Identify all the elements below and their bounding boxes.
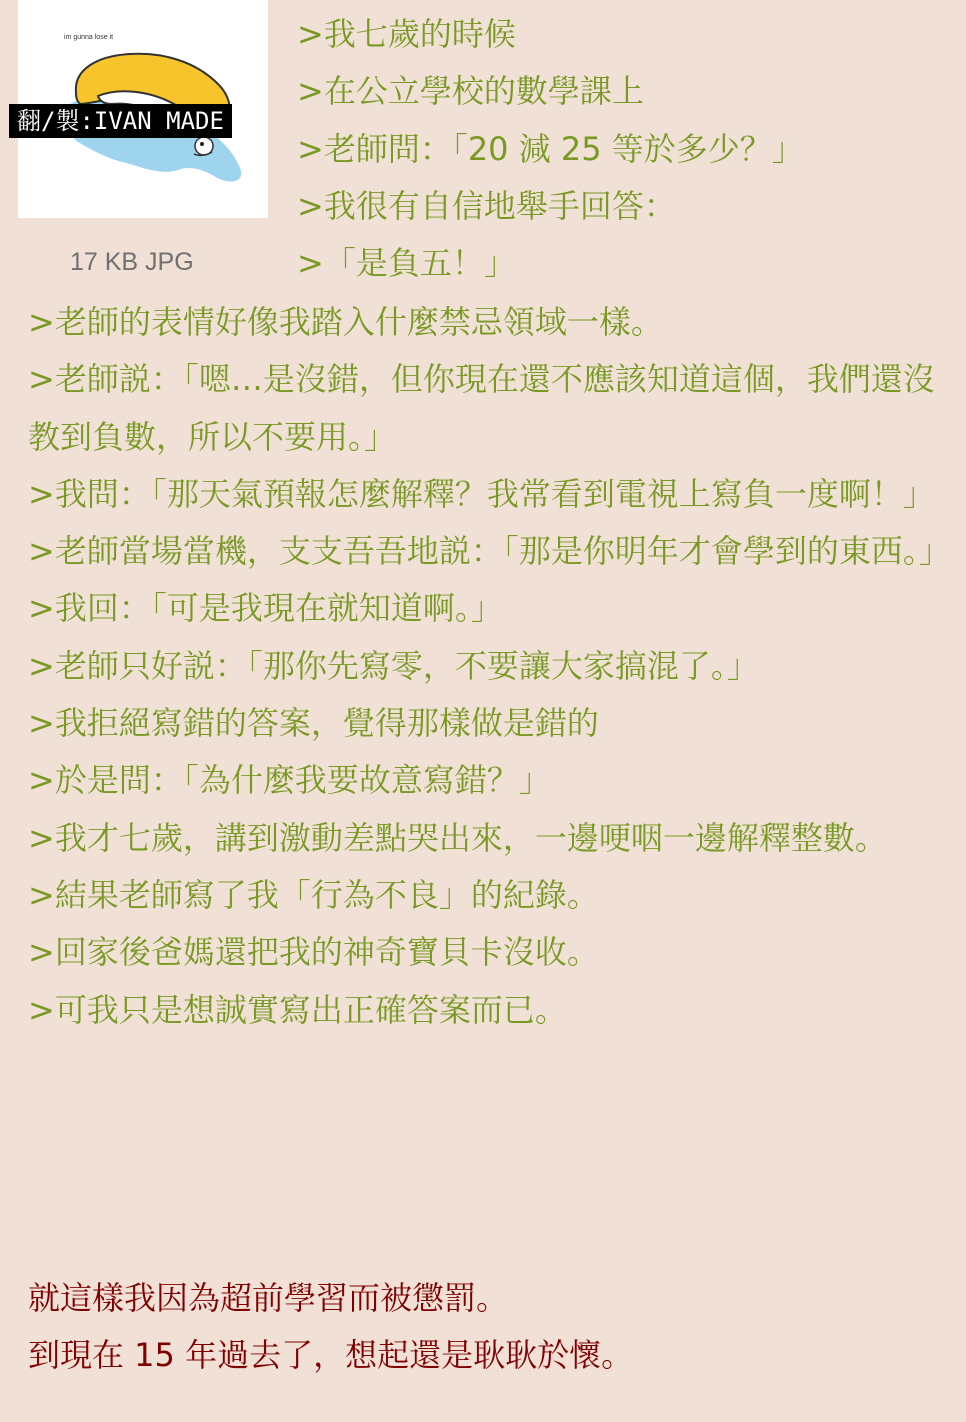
- greentext-line: >老師當場當機，支支吾吾地説：「那是你明年才會學到的東西。」: [28, 532, 951, 571]
- ending-line: 就這樣我因為超前學習而被懲罰。: [28, 1279, 509, 1317]
- ending-line: 到現在 15 年過去了，想起還是耿耿於懷。: [28, 1336, 634, 1375]
- credit-label: 翻/製:IVAN MADE: [9, 104, 232, 138]
- greentext-line: >我問：「那天氣預報怎麼解釋？我常看到電視上寫負一度啊！」: [28, 474, 935, 513]
- greentext-line: >我很有自信地舉手回答：: [297, 186, 676, 225]
- greentext-line: >老師的表情好像我踏入什麼禁忌領域一樣。: [28, 303, 663, 341]
- greentext-line: >我才七歲，講到激動差點哭出來，一邊哽咽一邊解釋整數。: [28, 818, 887, 857]
- greentext-line: >回家後爸媽還把我的神奇寶貝卡沒收。: [28, 933, 599, 972]
- greentext-line: >在公立學校的數學課上: [297, 72, 644, 111]
- greentext-line: >「是負五！」: [297, 244, 516, 283]
- greentext-line: >我拒絕寫錯的答案，覺得那樣做是錯的: [28, 704, 599, 743]
- image-caption: im gunna lose it: [64, 34, 114, 41]
- greentext-main-block: [28, 294, 951, 1039]
- greentext-top-block: [297, 6, 804, 292]
- greentext-line: >我七歲的時候: [297, 15, 516, 53]
- greentext-line: >可我只是想誠實寫出正確答案而已。: [28, 990, 567, 1029]
- greentext-line: >老師只好説：「那你先寫零，不要讓大家搞混了。」: [28, 646, 759, 685]
- ending-block: [28, 1270, 633, 1385]
- greentext-line: >我回：「可是我現在就知道啊。」: [28, 589, 503, 628]
- file-info: 17 KB JPG: [70, 248, 194, 276]
- greentext-line: >老師問：「20 減 25 等於多少？」: [297, 129, 804, 168]
- greentext-line: >結果老師寫了我「行為不良」的紀錄。: [28, 875, 599, 914]
- greentext-line: >於是問：「為什麼我要故意寫錯？」: [28, 761, 551, 800]
- greentext-line: >老師説：「嗯…是沒錯，但你現在還不應該知道這個，我們還沒教到負數，所以不要用。」: [28, 360, 935, 456]
